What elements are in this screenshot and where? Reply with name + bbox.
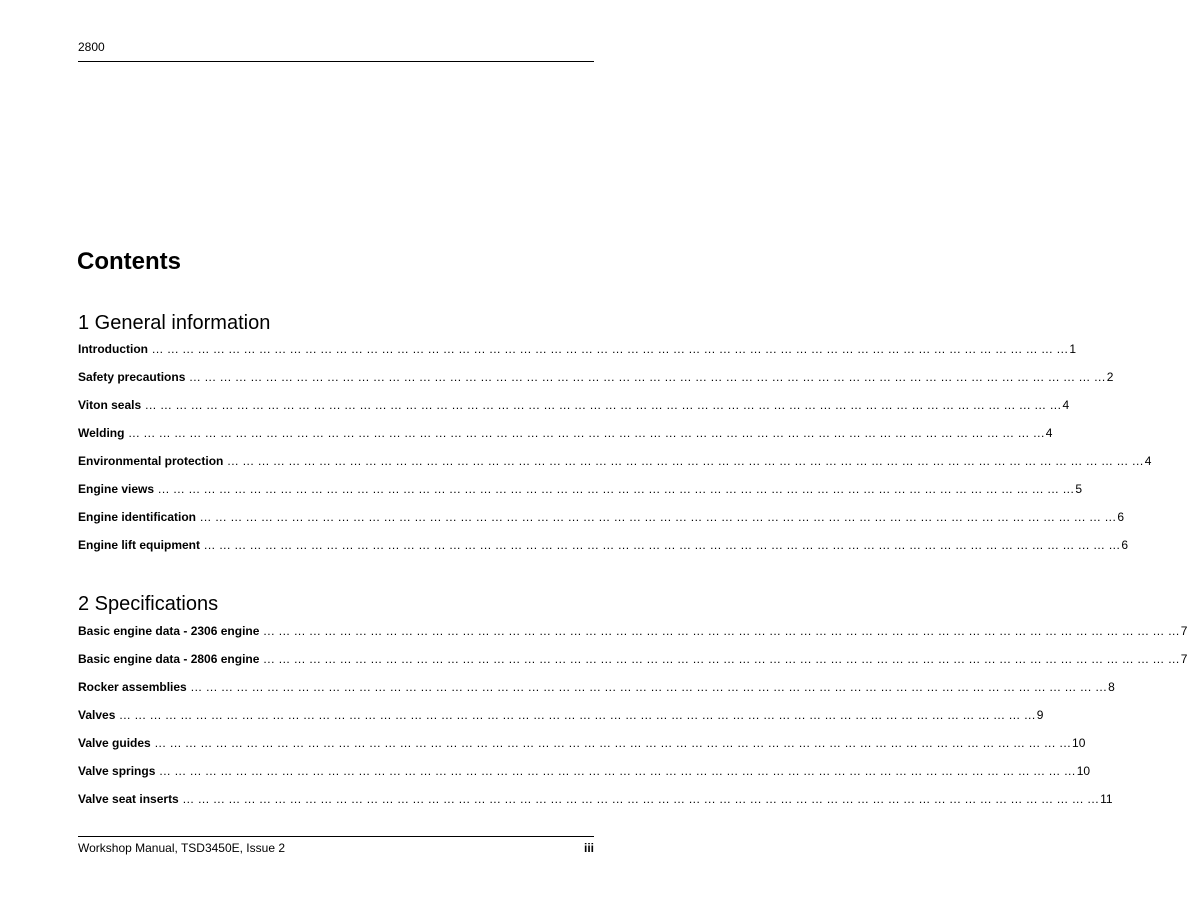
dot-leader: ... ... ... ... ... ... ... ... ... ... ... ... ... ... ... ... ... ... ... ... ... ... ... ... ... ... ... ... ... ... ... ... ... ... ... ... ... ... ... ... ... ... ... ... ... ... ... ... ... ... ... ... ... ... ... ... ... ... ... ... [227, 454, 1144, 468]
entry-title: Basic engine data - 2806 engine [78, 652, 260, 666]
entry-title: Viton seals [78, 398, 142, 412]
toc-entry-valve-guides[interactable] [78, 736, 1086, 764]
footer-rule [78, 836, 594, 837]
entry-title: Welding [78, 426, 125, 440]
entry-page-number: 8 [1108, 680, 1115, 694]
entry-title: Safety precautions [78, 370, 186, 384]
entry-page-number: 10 [1076, 764, 1091, 778]
dot-leader: ... ... ... ... ... ... ... ... ... ... ... ... ... ... ... ... ... ... ... ... ... ... ... ... ... ... ... ... ... ... ... ... ... ... ... ... ... ... ... ... ... ... ... ... ... ... ... ... ... ... ... ... ... ... ... ... ... ... ... ... [159, 764, 1076, 778]
toc-section-specifications [78, 592, 1187, 820]
footer-document-reference: Workshop Manual, TSD3450E, Issue 2 [78, 841, 285, 855]
entry-page-number: 4 [1045, 426, 1053, 440]
dot-leader: ... ... ... ... ... ... ... ... ... ... ... ... ... ... ... ... ... ... ... ... ... ... ... ... ... ... ... ... ... ... ... ... ... ... ... ... ... ... ... ... ... ... ... ... ... ... ... ... ... ... ... ... ... ... ... ... ... ... ... ... [128, 426, 1045, 440]
entry-page-number: 6 [1117, 510, 1125, 524]
dot-leader: ... ... ... ... ... ... ... ... ... ... ... ... ... ... ... ... ... ... ... ... ... ... ... ... ... ... ... ... ... ... ... ... ... ... ... ... ... ... ... ... ... ... ... ... ... ... ... ... ... ... ... ... ... ... ... ... ... ... ... ... [204, 538, 1121, 552]
entry-title: Valve seat inserts [78, 792, 179, 806]
toc-entry-welding[interactable] [78, 426, 1053, 454]
entry-page-number: 10 [1072, 736, 1086, 750]
toc-section-general-information [78, 311, 1152, 566]
entry-title: Engine identification [78, 510, 197, 524]
toc-entry-engine-identification[interactable] [78, 510, 1125, 538]
dot-leader: ... ... ... ... ... ... ... ... ... ... ... ... ... ... ... ... ... ... ... ... ... ... ... ... ... ... ... ... ... ... ... ... ... ... ... ... ... ... ... ... ... ... ... ... ... ... ... ... ... ... ... ... ... ... ... ... ... ... ... ... [263, 652, 1180, 666]
dot-leader: ... ... ... ... ... ... ... ... ... ... ... ... ... ... ... ... ... ... ... ... ... ... ... ... ... ... ... ... ... ... ... ... ... ... ... ... ... ... ... ... ... ... ... ... ... ... ... ... ... ... ... ... ... ... ... ... ... ... ... ... [263, 624, 1180, 638]
toc-entry-engine-lift-equipment[interactable] [78, 538, 1129, 566]
entry-title: Engine views [78, 482, 155, 496]
entry-page-number: 1 [1069, 342, 1076, 356]
entry-title: Valve guides [78, 736, 151, 750]
dot-leader: ... ... ... ... ... ... ... ... ... ... ... ... ... ... ... ... ... ... ... ... ... ... ... ... ... ... ... ... ... ... ... ... ... ... ... ... ... ... ... ... ... ... ... ... ... ... ... ... ... ... ... ... ... ... ... ... ... ... ... ... [154, 736, 1072, 750]
entry-title: Rocker assemblies [78, 680, 187, 694]
toc-list [78, 624, 1187, 820]
entry-page-number: 4 [1144, 454, 1152, 468]
toc-entry-valve-springs[interactable] [78, 764, 1091, 792]
footer-page-number: iii [583, 841, 594, 855]
entry-title: Engine lift equipment [78, 538, 200, 552]
toc-entry-valve-seat-inserts[interactable] [78, 792, 1113, 820]
entry-page-number: 5 [1075, 482, 1083, 496]
toc-entry-rocker-assemblies[interactable] [78, 680, 1115, 708]
section-title: 1 General information [78, 312, 271, 334]
toc-entry-environmental-protection[interactable] [78, 454, 1152, 482]
entry-title: Introduction [78, 342, 148, 356]
toc-entry-engine-views[interactable] [78, 482, 1083, 510]
header-rule [78, 61, 594, 62]
entry-title: Valve springs [78, 764, 156, 778]
entry-page-number: 6 [1121, 538, 1129, 552]
toc-list [78, 342, 1152, 566]
section-title: 2 Specifications [78, 593, 219, 615]
toc-entry-viton-seals[interactable] [78, 398, 1070, 426]
entry-page-number: 9 [1036, 708, 1044, 722]
dot-leader: ... ... ... ... ... ... ... ... ... ... ... ... ... ... ... ... ... ... ... ... ... ... ... ... ... ... ... ... ... ... ... ... ... ... ... ... ... ... ... ... ... ... ... ... ... ... ... ... ... ... ... ... ... ... ... ... ... ... ... ... [189, 370, 1106, 384]
entry-page-number: 7 [1180, 624, 1187, 638]
dot-leader: ... ... ... ... ... ... ... ... ... ... ... ... ... ... ... ... ... ... ... ... ... ... ... ... ... ... ... ... ... ... ... ... ... ... ... ... ... ... ... ... ... ... ... ... ... ... ... ... ... ... ... ... ... ... ... ... ... ... ... ... [200, 510, 1117, 524]
toc-entry-safety-precautions[interactable] [78, 370, 1114, 398]
entry-page-number: 11 [1100, 792, 1113, 806]
entry-title: Basic engine data - 2306 engine [78, 624, 260, 638]
entry-title: Valves [78, 708, 116, 722]
dot-leader: ... ... ... ... ... ... ... ... ... ... ... ... ... ... ... ... ... ... ... ... ... ... ... ... ... ... ... ... ... ... ... ... ... ... ... ... ... ... ... ... ... ... ... ... ... ... ... ... ... ... ... ... ... ... ... ... ... ... ... ... [182, 792, 1100, 806]
dot-leader: ... ... ... ... ... ... ... ... ... ... ... ... ... ... ... ... ... ... ... ... ... ... ... ... ... ... ... ... ... ... ... ... ... ... ... ... ... ... ... ... ... ... ... ... ... ... ... ... ... ... ... ... ... ... ... ... ... ... ... ... [190, 680, 1108, 694]
dot-leader: ... ... ... ... ... ... ... ... ... ... ... ... ... ... ... ... ... ... ... ... ... ... ... ... ... ... ... ... ... ... ... ... ... ... ... ... ... ... ... ... ... ... ... ... ... ... ... ... ... ... ... ... ... ... ... ... ... ... ... ... [158, 482, 1075, 496]
dot-leader: ... ... ... ... ... ... ... ... ... ... ... ... ... ... ... ... ... ... ... ... ... ... ... ... ... ... ... ... ... ... ... ... ... ... ... ... ... ... ... ... ... ... ... ... ... ... ... ... ... ... ... ... ... ... ... ... ... ... ... ... [151, 342, 1069, 356]
entry-page-number: 4 [1062, 398, 1070, 412]
entry-page-number: 2 [1106, 370, 1114, 384]
toc-entry-basic-engine-data-2806[interactable] [78, 652, 1187, 680]
toc-entry-basic-engine-data-2306[interactable] [78, 624, 1187, 652]
contents-heading: Contents [77, 248, 181, 275]
toc-entry-introduction[interactable] [78, 342, 1076, 370]
dot-leader: ... ... ... ... ... ... ... ... ... ... ... ... ... ... ... ... ... ... ... ... ... ... ... ... ... ... ... ... ... ... ... ... ... ... ... ... ... ... ... ... ... ... ... ... ... ... ... ... ... ... ... ... ... ... ... ... ... ... ... ... [119, 708, 1036, 722]
dot-leader: ... ... ... ... ... ... ... ... ... ... ... ... ... ... ... ... ... ... ... ... ... ... ... ... ... ... ... ... ... ... ... ... ... ... ... ... ... ... ... ... ... ... ... ... ... ... ... ... ... ... ... ... ... ... ... ... ... ... ... ... [145, 398, 1062, 412]
entry-page-number: 7 [1180, 652, 1187, 666]
entry-title: Environmental protection [78, 454, 224, 468]
running-header: 2800 [78, 40, 105, 54]
toc-entry-valves[interactable] [78, 708, 1044, 736]
